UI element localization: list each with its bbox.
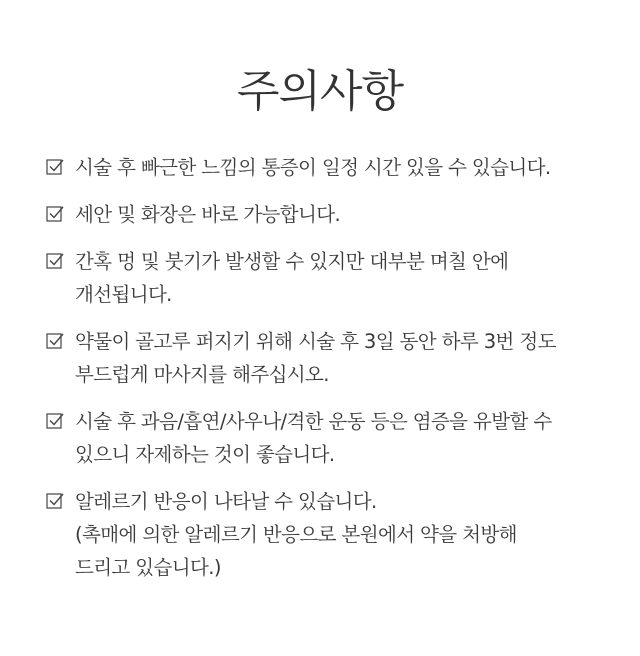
list-item-line: 개선됩니다. <box>75 283 172 306</box>
list-item-line: 있으니 자제하는 것이 좋습니다. <box>75 443 335 466</box>
caution-list <box>46 151 616 598</box>
list-item <box>46 151 616 184</box>
list-item-line: 간혹 멍 및 붓기가 발생할 수 있지만 대부분 며칠 안에 <box>75 250 509 273</box>
list-item-line: 부드럽게 마사지를 해주십시오. <box>75 363 329 386</box>
list-item-line: 시술 후 빠근한 느낌의 통증이 일정 시간 있을 수 있습니다. <box>75 156 551 179</box>
list-item <box>46 485 616 584</box>
list-item-line: 드리고 있습니다.) <box>75 556 221 579</box>
checkbox-checked-icon <box>46 332 64 350</box>
list-item-line: (촉매에 의한 알레르기 반응으로 본원에서 약을 처방해 <box>75 523 517 546</box>
list-item-line: 시술 후 과음/흡연/사우나/격한 운동 등은 염증을 유발할 수 <box>75 410 552 433</box>
list-item-line: 알레르기 반응이 나타날 수 있습니다. <box>75 490 377 513</box>
list-item <box>46 405 616 471</box>
checkbox-checked-icon <box>46 252 64 270</box>
list-item-line: 세안 및 화장은 바로 가능합니다. <box>75 203 341 226</box>
checkbox-checked-icon <box>46 492 64 510</box>
checkbox-checked-icon <box>46 412 64 430</box>
list-item <box>46 325 616 391</box>
list-item <box>46 245 616 311</box>
page-title: 주의사항 <box>236 66 403 117</box>
checkbox-checked-icon <box>46 205 64 223</box>
list-item-line: 약물이 골고루 퍼지기 위해 시술 후 3일 동안 하루 3번 정도 <box>75 330 556 353</box>
list-item <box>46 198 616 231</box>
checkbox-checked-icon <box>46 158 64 176</box>
